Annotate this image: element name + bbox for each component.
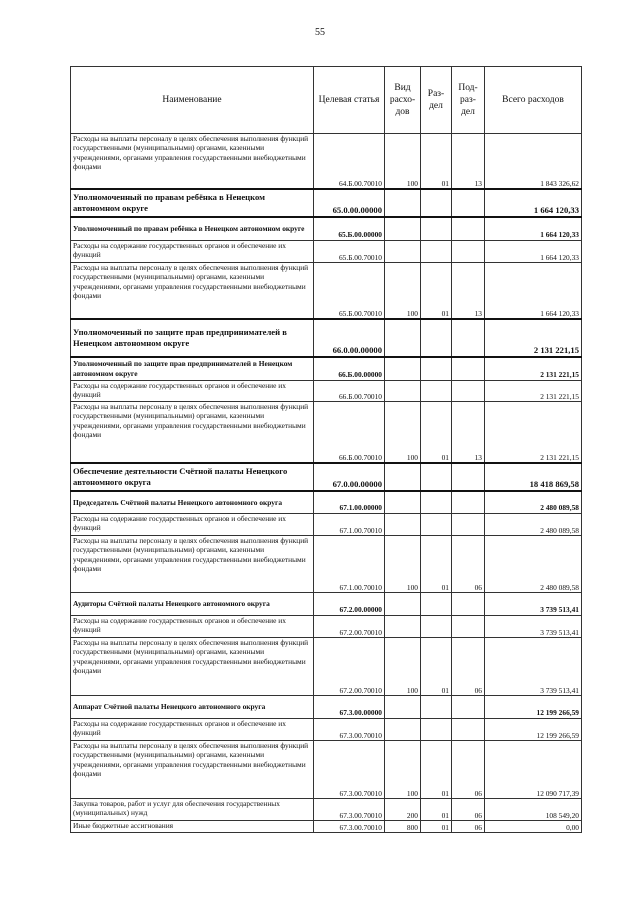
cell-total: 2 480 089,58 bbox=[485, 536, 582, 593]
table-row bbox=[71, 696, 582, 719]
cell-name: Расходы на выплаты персоналу в целях обеспечения выполнения функций государственными (муниципальными) органами, казенными учреждениями, органами управления государственными внебюджетными фондами bbox=[71, 536, 314, 593]
cell-total: 1 664 120,33 bbox=[485, 241, 582, 263]
cell-target: 67.1.00.70010 bbox=[314, 536, 385, 593]
cell-total: 2 131 221,15 bbox=[485, 319, 582, 357]
column-header-total: Всего расходов bbox=[485, 67, 582, 134]
cell-podrazdel: 06 bbox=[452, 799, 485, 821]
cell-vid: 100 bbox=[385, 638, 421, 696]
cell-total: 2 480 089,58 bbox=[485, 491, 582, 514]
cell-target: 67.1.00.70010 bbox=[314, 514, 385, 536]
cell-vid bbox=[385, 463, 421, 491]
cell-total: 0,00 bbox=[485, 821, 582, 833]
cell-total: 3 739 513,41 bbox=[485, 593, 582, 616]
cell-razdel bbox=[421, 593, 452, 616]
cell-name: Закупка товаров, работ и услуг для обеспечения государственных (муниципальных) нужд bbox=[71, 799, 314, 821]
cell-target: 67.1.00.00000 bbox=[314, 491, 385, 514]
cell-target: 67.0.00.00000 bbox=[314, 463, 385, 491]
table-row bbox=[71, 217, 582, 241]
cell-name: Расходы на содержание государственных органов и обеспечение их функций bbox=[71, 514, 314, 536]
cell-razdel bbox=[421, 719, 452, 741]
cell-total: 12 199 266,59 bbox=[485, 719, 582, 741]
cell-razdel bbox=[421, 319, 452, 357]
cell-name: Расходы на содержание государственных органов и обеспечение их функций bbox=[71, 616, 314, 638]
cell-target: 67.3.00.70010 bbox=[314, 741, 385, 799]
cell-vid: 800 bbox=[385, 821, 421, 833]
cell-total: 2 131 221,15 bbox=[485, 402, 582, 464]
table-row bbox=[71, 514, 582, 536]
table-row bbox=[71, 241, 582, 263]
cell-podrazdel bbox=[452, 514, 485, 536]
cell-target: 66.Б.00.70010 bbox=[314, 402, 385, 464]
cell-total: 2 131 221,15 bbox=[485, 381, 582, 402]
cell-name: Расходы на выплаты персоналу в целях обеспечения выполнения функций государственными (муниципальными) органами, казенными учреждениями, органами управления государственными внебюджетными фондами bbox=[71, 741, 314, 799]
cell-name: Расходы на выплаты персоналу в целях обеспечения выполнения функций государственными (муниципальными) органами, казенными учреждениями, органами управления государственными внебюджетными фондами bbox=[71, 263, 314, 320]
table-row bbox=[71, 381, 582, 402]
cell-name: Расходы на содержание государственных органов и обеспечение их функций bbox=[71, 241, 314, 263]
cell-name: Уполномоченный по правам ребёнка в Ненецком автономном округе bbox=[71, 189, 314, 217]
table-row bbox=[71, 357, 582, 381]
table-row bbox=[71, 402, 582, 464]
cell-name: Аудиторы Счётной палаты Ненецкого автономного округа bbox=[71, 593, 314, 616]
cell-vid bbox=[385, 381, 421, 402]
cell-vid: 100 bbox=[385, 402, 421, 464]
table-row bbox=[71, 799, 582, 821]
cell-podrazdel bbox=[452, 241, 485, 263]
cell-vid bbox=[385, 616, 421, 638]
cell-vid bbox=[385, 514, 421, 536]
table-body bbox=[71, 134, 582, 833]
table-row bbox=[71, 189, 582, 217]
table-header-row bbox=[71, 67, 582, 134]
table-row bbox=[71, 593, 582, 616]
cell-target: 65.Б.00.70010 bbox=[314, 263, 385, 320]
cell-total: 12 199 266,59 bbox=[485, 696, 582, 719]
cell-razdel: 01 bbox=[421, 536, 452, 593]
table-row bbox=[71, 741, 582, 799]
cell-target: 65.Б.00.70010 bbox=[314, 241, 385, 263]
column-header-razdel: Раз-дел bbox=[421, 67, 452, 134]
table-row bbox=[71, 263, 582, 320]
cell-name: Расходы на содержание государственных органов и обеспечение их функций bbox=[71, 719, 314, 741]
table-row bbox=[71, 719, 582, 741]
cell-total: 108 549,20 bbox=[485, 799, 582, 821]
table-row bbox=[71, 134, 582, 190]
budget-table bbox=[70, 66, 582, 833]
table-row bbox=[71, 638, 582, 696]
cell-razdel: 01 bbox=[421, 134, 452, 190]
cell-razdel: 01 bbox=[421, 741, 452, 799]
cell-name: Уполномоченный по защите прав предпринимателей в Ненецком автономном округе bbox=[71, 357, 314, 381]
cell-podrazdel bbox=[452, 319, 485, 357]
cell-name: Уполномоченный по правам ребёнка в Ненецком автономном округе bbox=[71, 217, 314, 241]
cell-podrazdel bbox=[452, 381, 485, 402]
cell-podrazdel bbox=[452, 217, 485, 241]
cell-target: 67.3.00.70010 bbox=[314, 821, 385, 833]
cell-podrazdel bbox=[452, 357, 485, 381]
column-header-target: Целевая статья bbox=[314, 67, 385, 134]
column-header-podrazdel: Под-раз-дел bbox=[452, 67, 485, 134]
cell-vid bbox=[385, 593, 421, 616]
cell-total: 1 664 120,33 bbox=[485, 217, 582, 241]
cell-total: 1 664 120,33 bbox=[485, 189, 582, 217]
cell-razdel bbox=[421, 463, 452, 491]
cell-podrazdel: 06 bbox=[452, 821, 485, 833]
cell-razdel bbox=[421, 241, 452, 263]
cell-total: 3 739 513,41 bbox=[485, 638, 582, 696]
cell-razdel: 01 bbox=[421, 799, 452, 821]
cell-vid bbox=[385, 241, 421, 263]
cell-razdel: 01 bbox=[421, 402, 452, 464]
cell-razdel bbox=[421, 616, 452, 638]
page-number: 55 bbox=[315, 27, 325, 38]
cell-vid bbox=[385, 719, 421, 741]
cell-razdel bbox=[421, 381, 452, 402]
cell-total: 1 664 120,33 bbox=[485, 263, 582, 320]
cell-target: 65.0.00.00000 bbox=[314, 189, 385, 217]
cell-vid: 100 bbox=[385, 536, 421, 593]
cell-name: Расходы на содержание государственных органов и обеспечение их функций bbox=[71, 381, 314, 402]
cell-podrazdel bbox=[452, 189, 485, 217]
cell-podrazdel: 06 bbox=[452, 536, 485, 593]
table-row bbox=[71, 463, 582, 491]
cell-name: Расходы на выплаты персоналу в целях обеспечения выполнения функций государственными (муниципальными) органами, казенными учреждениями, органами управления государственными внебюджетными фондами bbox=[71, 402, 314, 464]
table-row bbox=[71, 821, 582, 833]
cell-razdel bbox=[421, 514, 452, 536]
cell-razdel: 01 bbox=[421, 638, 452, 696]
cell-podrazdel bbox=[452, 593, 485, 616]
cell-name: Иные бюджетные ассигнования bbox=[71, 821, 314, 833]
cell-target: 67.3.00.70010 bbox=[314, 719, 385, 741]
cell-target: 67.3.00.70010 bbox=[314, 799, 385, 821]
cell-vid bbox=[385, 217, 421, 241]
cell-razdel: 01 bbox=[421, 263, 452, 320]
cell-name: Расходы на выплаты персоналу в целях обеспечения выполнения функций государственными (муниципальными) органами, казенными учреждениями, органами управления государственными внебюджетными фондами bbox=[71, 134, 314, 190]
cell-razdel bbox=[421, 491, 452, 514]
cell-name: Расходы на выплаты персоналу в целях обеспечения выполнения функций государственными (муниципальными) органами, казенными учреждениями, органами управления государственными внебюджетными фондами bbox=[71, 638, 314, 696]
cell-razdel bbox=[421, 357, 452, 381]
cell-podrazdel: 13 bbox=[452, 263, 485, 320]
cell-vid: 100 bbox=[385, 134, 421, 190]
table-row bbox=[71, 491, 582, 514]
cell-razdel bbox=[421, 696, 452, 719]
cell-name: Председатель Счётной палаты Ненецкого автономного округа bbox=[71, 491, 314, 514]
cell-total: 18 418 869,58 bbox=[485, 463, 582, 491]
cell-target: 67.2.00.70010 bbox=[314, 616, 385, 638]
cell-vid: 200 bbox=[385, 799, 421, 821]
cell-vid bbox=[385, 491, 421, 514]
cell-vid: 100 bbox=[385, 741, 421, 799]
table-row bbox=[71, 536, 582, 593]
cell-vid bbox=[385, 696, 421, 719]
cell-total: 3 739 513,41 bbox=[485, 616, 582, 638]
cell-target: 67.2.00.00000 bbox=[314, 593, 385, 616]
cell-name: Обеспечение деятельности Счётной палаты Ненецкого автономного округа bbox=[71, 463, 314, 491]
table-row bbox=[71, 319, 582, 357]
cell-target: 66.0.00.00000 bbox=[314, 319, 385, 357]
cell-podrazdel bbox=[452, 696, 485, 719]
cell-razdel: 01 bbox=[421, 821, 452, 833]
cell-podrazdel: 13 bbox=[452, 134, 485, 190]
cell-name: Уполномоченный по защите прав предпринимателей в Ненецком автономном округе bbox=[71, 319, 314, 357]
cell-total: 2 131 221,15 bbox=[485, 357, 582, 381]
cell-razdel bbox=[421, 217, 452, 241]
cell-total: 1 843 326,62 bbox=[485, 134, 582, 190]
cell-razdel bbox=[421, 189, 452, 217]
cell-target: 67.3.00.00000 bbox=[314, 696, 385, 719]
table-row bbox=[71, 616, 582, 638]
cell-podrazdel: 06 bbox=[452, 638, 485, 696]
cell-name: Аппарат Счётной палаты Ненецкого автономного округа bbox=[71, 696, 314, 719]
cell-vid bbox=[385, 319, 421, 357]
cell-podrazdel bbox=[452, 491, 485, 514]
cell-target: 67.2.00.70010 bbox=[314, 638, 385, 696]
cell-podrazdel: 13 bbox=[452, 402, 485, 464]
cell-target: 66.Б.00.00000 bbox=[314, 357, 385, 381]
cell-target: 66.Б.00.70010 bbox=[314, 381, 385, 402]
cell-target: 65.Б.00.00000 bbox=[314, 217, 385, 241]
cell-vid bbox=[385, 189, 421, 217]
cell-total: 12 090 717,39 bbox=[485, 741, 582, 799]
cell-total: 2 480 089,58 bbox=[485, 514, 582, 536]
column-header-name: Наименование bbox=[71, 67, 314, 134]
cell-target: 64.Б.00.70010 bbox=[314, 134, 385, 190]
cell-vid bbox=[385, 357, 421, 381]
cell-podrazdel bbox=[452, 719, 485, 741]
cell-podrazdel: 06 bbox=[452, 741, 485, 799]
cell-podrazdel bbox=[452, 463, 485, 491]
cell-podrazdel bbox=[452, 616, 485, 638]
cell-vid: 100 bbox=[385, 263, 421, 320]
column-header-vid: Вид расхо-дов bbox=[385, 67, 421, 134]
